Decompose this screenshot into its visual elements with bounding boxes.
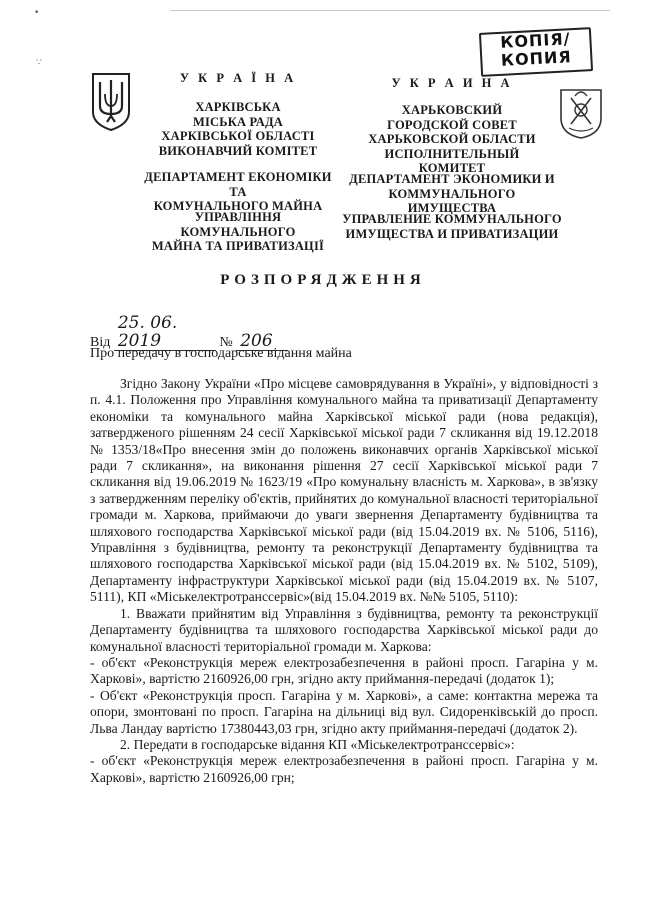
header-ua-dept-line: ДЕПАРТАМЕНТ ЕКОНОМІКИ ТА (144, 170, 332, 199)
header-ua-department (138, 170, 338, 214)
document-title: РОЗПОРЯДЖЕННЯ (220, 272, 426, 288)
item-1-paragraph: 1. Вважати прийнятим від Управління з будівництва, ремонту та реконструкції Департаменту будівництва та шляхового господарства Харківської міської ради до комунальної власності територіальної громади м. Харкова: (90, 605, 598, 654)
header-ru-org-line: ИСПОЛНИТЕЛЬНЫЙ КОМИТЕТ (384, 146, 520, 175)
number-prefix: № (219, 335, 233, 350)
scan-edge-line (170, 10, 610, 11)
document-subject: Про передачу в господарське відання майна (90, 346, 352, 361)
header-ua-office (138, 210, 338, 254)
header-ua-org-line: ХАРКІВСЬКОЇ ОБЛАСТІ (161, 129, 315, 143)
header-ru-dept-line: ДЕПАРТАМЕНТ ЭКОНОМИКИ И (349, 172, 555, 186)
stamp-line-2: КОПИЯ (500, 47, 573, 70)
header-ru-office-line: ИМУЩЕСТВА И ПРИВАТИЗАЦИИ (345, 226, 559, 241)
header-ru-office-line: УПРАВЛЕНИЕ КОММУНАЛЬНОГО (342, 212, 562, 226)
handwritten-number: 206 (236, 332, 288, 351)
item-1-b-paragraph: - Об'єкт «Реконструкція просп. Гагаріна у м. Харкові», а саме: контактна мережа та опори, змонтовані по просп. Гагаріна на дільниці від вул. Сидоренківській до просп. Льва Ландау вартістю 17380443,03 грн, згідно акту приймання-передачі (додаток 2). (90, 687, 598, 736)
document-body (90, 376, 598, 786)
header-ru-department (345, 172, 559, 216)
handwritten-date: 25. 06. 2019 (114, 314, 216, 351)
header-ru-dept-line: КОММУНАЛЬНОГО ИМУЩЕСТВА (388, 186, 516, 215)
date-prefix: Від (90, 335, 111, 350)
item-2-a-paragraph: - об'єкт «Реконструкція мереж електрозабезпечення в районі просп. Гагаріна у м. Харкові», вартістю 2160926,00 грн; (90, 753, 598, 785)
kharkiv-coat-of-arms-icon (557, 84, 605, 140)
header-ru-org (352, 103, 552, 176)
scan-speck: • (34, 8, 40, 18)
intro-paragraph: Згідно Закону України «Про місцеве самоврядування в Україні», у відповідності з п. 4.1. Положення про Управління комунального майна та приватизації Департаменту економіки та комунального майна Харківської міської ради (нова редакція), затвердженого рішенням 24 сесії Харківської міської ради 7 скликання від 19.12.2018 № 1353/18«Про внесення змін до положень виконавчих органів Харківської міської ради 7 скликання», на виконання рішення 27 сесії Харківської міської ради 7 скликання від 19.06.2019 № 1623/19 «Про комунальну власність м. Харкова», в зв'язку з затвердженням переліку об'єктів, прийнятих до комунальної власності територіальної громади м. Харкова, приймаючи до уваги звернення Департаменту будівництва та шляхового господарства Харківської міської ради (від 15.04.2019 вх. № 5106, 5116), Управління з будівництва, ремонту та реконструкції Департаменту будівництва та шляхового господарства Харківської міської ради (від 15.04.2019 вх. № 5102, 5109), Департаменту інфраструктури Харківської міської ради (від 15.04.2019 вх. № 5107, 5111), КП «Міськелектротранссервіс»(від 15.04.2019 вх. №№ 5105, 5110): (90, 376, 598, 605)
header-ua-org-line: МІСЬКА РАДА (192, 114, 284, 129)
header-ru-office (340, 212, 564, 241)
copy-stamp (479, 27, 593, 77)
header-ua-country: У К Р А Ї Н А (179, 71, 297, 85)
stamp-line-1: КОПІЯ/ (499, 29, 571, 52)
header-ua-office-line: МАЙНА ТА ПРИВАТИЗАЦІЇ (151, 239, 325, 253)
header-ru-country: У К Р А И Н А (391, 76, 513, 90)
scan-speck: ∵ (36, 58, 42, 68)
trident-emblem-icon (91, 72, 131, 132)
header-ua-org (148, 100, 328, 158)
header-ua-org-line: ХАРКІВСЬКА (195, 100, 281, 114)
item-1-a-paragraph: - об'єкт «Реконструкція мереж електрозабезпечення в районі просп. Гагаріна у м. Харкові», вартістю 2160926,00 грн, згідно акту приймання-передачі (додаток 1); (90, 654, 598, 687)
header-ua-dept-line: КОМУНАЛЬНОГО МАЙНА (153, 199, 323, 213)
header-ru-org-line: ГОРОДСКОЙ СОВЕТ (387, 117, 517, 132)
header-ua-org-line: ВИКОНАВЧИЙ КОМІТЕТ (158, 143, 318, 158)
header-ua-office-line: УПРАВЛІННЯ КОМУНАЛЬНОГО (180, 210, 296, 239)
header-ru-org-line: ХАРЬКОВСКИЙ (401, 103, 503, 117)
item-2-paragraph: 2. Передати в господарське відання КП «Міськелектротранссервіс»: (120, 736, 515, 752)
header-ru-org-line: ХАРЬКОВСКОЙ ОБЛАСТИ (368, 132, 536, 146)
